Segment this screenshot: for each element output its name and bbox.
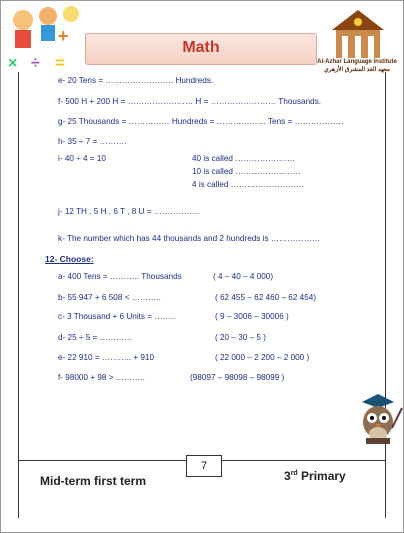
choose-options-c: ( 9 – 3006 – 30006 ) (215, 312, 289, 321)
choose-item-c: c- 3 Thousand + 6 Units = …….. (58, 312, 176, 321)
line-i-answer-1: 40 is called …………………. (192, 154, 295, 163)
page-title: Math (182, 39, 220, 56)
line-g: g- 25 Thousands = …………… Hundreds = ……………… Tens = ……………… (58, 117, 344, 126)
grade-number: 3 (284, 469, 291, 483)
footer-term: Mid-term first term (40, 474, 147, 488)
line-i-answer-2: 10 is called …………………… (192, 167, 301, 176)
grade-suffix: rd (290, 470, 298, 477)
line-j: j- 12 TH . 5 H , 6 T , 8 U = …………….. (58, 207, 200, 216)
institute-name-en: Al-Azhar Language Institute (317, 59, 397, 65)
choose-item-b: b- 55 947 + 6 508 < ……….. (58, 293, 161, 302)
title-bar (85, 33, 317, 65)
line-k: k- The number which has 44 thousands and 2 hundreds is ……………… (58, 234, 320, 243)
line-i-answer-3: 4 is called ……………………… (192, 180, 305, 189)
footer-grade (284, 469, 346, 483)
grade-word: Primary (297, 469, 346, 483)
section-12-heading: 12- Choose: (45, 254, 94, 264)
svg-text:=: = (55, 55, 65, 72)
choose-options-a: ( 4 – 40 – 4 000) (213, 272, 274, 281)
choose-item-d: d- 25 ÷ 5 = ………… (58, 333, 133, 342)
choose-item-a: a- 400 Tens = ……….. Thousands (58, 272, 182, 281)
line-e: e- 20 Tens = ……………………. Hundreds. (58, 76, 214, 85)
choose-item-f: f- 98000 + 98 > ……….. (58, 373, 145, 382)
choose-options-b: ( 62 455 – 62 460 – 62 454) (215, 293, 317, 302)
line-f: f- 500 H + 200 H = …………………… H = …………………… Thousands. (58, 97, 322, 106)
svg-text:×: × (8, 55, 18, 72)
choose-options-f: (98097 – 98098 – 98099 ) (190, 373, 285, 382)
institute-name-ar: معهد الغد المشرق الأزهري (323, 67, 390, 73)
line-h: h- 35 ÷ 7 = ………. (58, 137, 127, 146)
choose-options-d: ( 20 – 30 – 5 ) (215, 333, 266, 342)
svg-text:÷: ÷ (31, 55, 40, 72)
svg-text:+: + (58, 26, 69, 46)
line-i: i- 40 ÷ 4 = 10 (58, 154, 106, 163)
kids-illustration (3, 2, 85, 74)
page-number: 7 (186, 455, 222, 477)
choose-item-e: e- 22 910 = ……….. + 910 (58, 353, 155, 362)
owl-teacher-illustration (352, 388, 404, 456)
choose-options-e: ( 22 000 – 2 200 – 2 000 ) (215, 353, 310, 362)
